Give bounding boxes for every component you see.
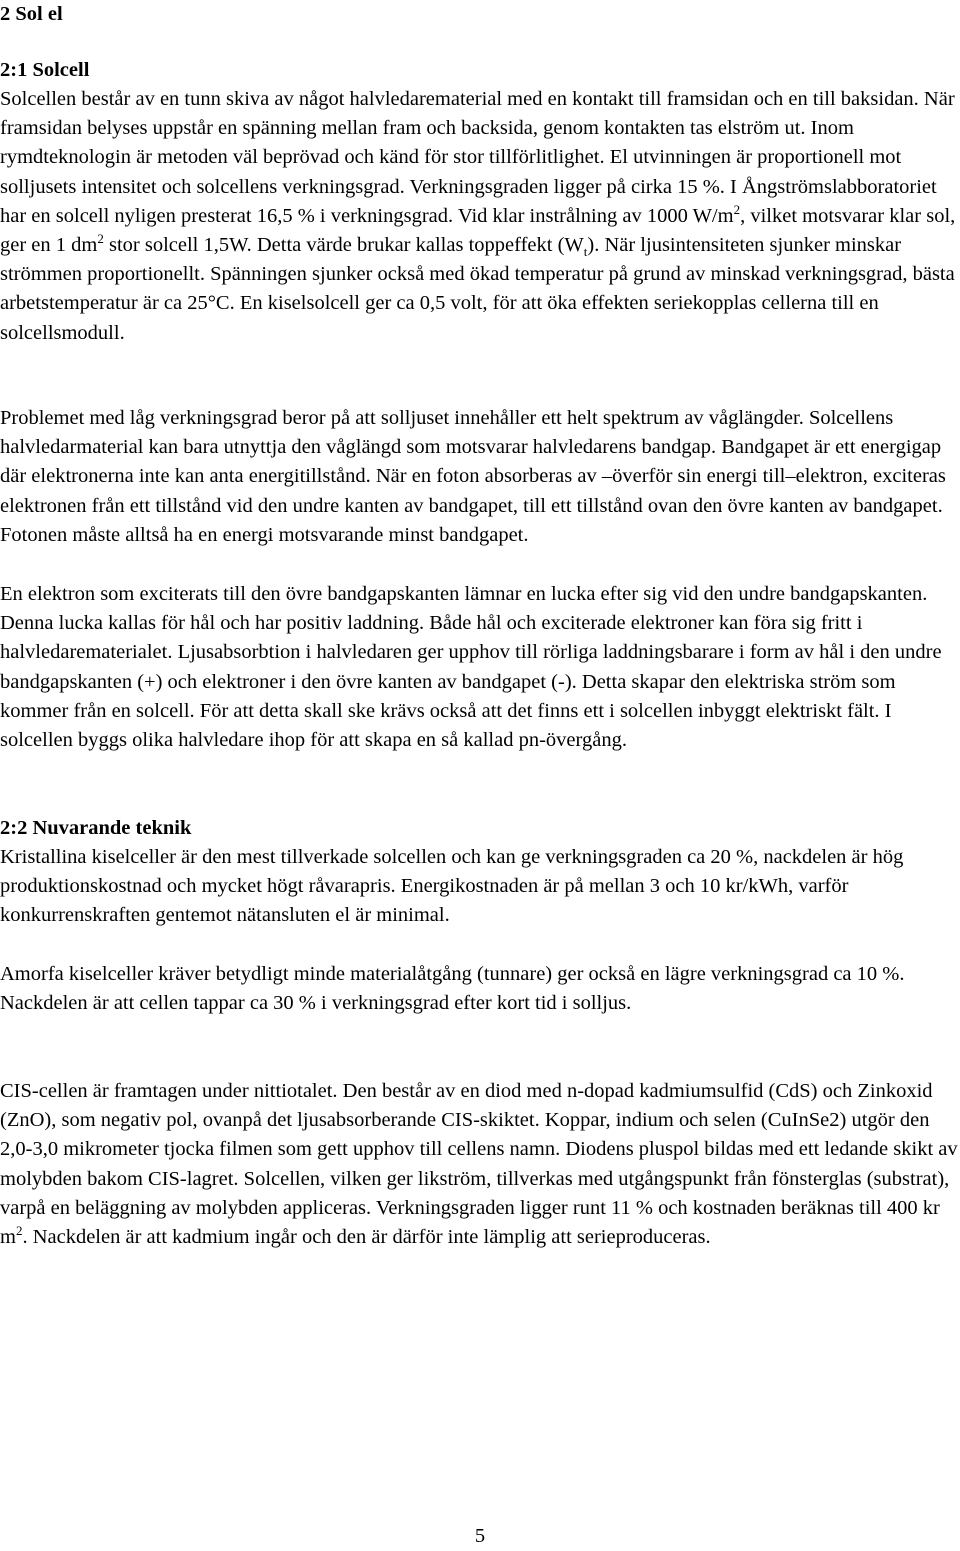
chapter-title: 2 Sol el: [0, 3, 63, 25]
paragraph-solcell-intro: Solcellen består av en tunn skiva av något halvledarematerial med en kontakt till framsidan och en till baksidan. När framsidan belyses uppstår en spänning mellan fram och backsida, genom kontakten tas elström ut. Inom rymdteknologin är metoden väl beprövad och känd för stor tillförlitlighet. El utvinningen är proportionell mot solljusets intensitet och solcellens verkningsgrad. Verkningsgraden ligger på cirka 15 %. I Ångströmslabboratoriet har en solcell nyligen presterat 16,5 % i verkningsgrad. Vid klar instrålning av 1000 $W/m^2$, vilket motsvarar klar sol, ger en 1 $dm^2$ stor solcell 1,5W. Detta värde brukar kallas toppeffekt $(W_t)$. När ljusintensiteten sjunker minskar strömmen proportionellt. Spänningen sjunker också med ökad temperatur på grund av minskad verkningsgrad, bästa arbetstemperatur är ca 25°C. En kiselsolcell ger ca 0,5 volt, för att öka effekten seriekopplas cellerna till en solcellsmodull.: [0, 88, 956, 344]
paragraph-kristallina: Kristallina kiselceller är den mest tillverkade solcellen och kan ge verkningsgraden ca 20 %, nackdelen är hög produktionskostnad och mycket högt råvarapris. Energikostnaden är på mellan 3 och 10 kr/kWh, varför konkurrenskraften gentemot nätansluten el är minimal.: [0, 846, 904, 927]
section-heading-solcell: 2:1 Solcell: [0, 59, 90, 81]
paragraph-bandgap: Problemet med låg verkningsgrad beror på att solljuset innehåller ett helt spektrum av våglängder. Solcellens halvledarmaterial kan bara utnyttja den våglängd som motsvarar halvledarens bandgap. Bandgapet är ett energigap där elektronerna inte kan anta energitillstånd. När en foton absorberas av –överför sin energi till–elektron, exciteras elektronen från ett tillstånd vid den undre kanten av bandgapet, till ett tillstånd ovan den övre kanten av bandgapet. Fotonen måste alltså ha en energi motsvarande minst bandgapet.: [0, 407, 946, 546]
paragraph-electron-hole: En elektron som exciterats till den övre bandgapskanten lämnar en lucka efter sig vid den undre bandgapskanten. Denna lucka kallas för hål och har positiv laddning. Både hål och exciterade elektroner kan föra sig fritt i halvledarematerialet. Ljusabsorbtion i halvledaren ger upphov till rörliga laddningsbarare i form av hål i den undre bandgapskanten (+) och elektroner i den övre kanten av bandgapet (-). Detta skapar den elektriska ström som kommer från en solcell. För att detta skall ske krävs också att det finns ett i solcellen inbyggt elektriskt fält. I solcellen byggs olika halvledare ihop för att skapa en så kallad pn-övergång.: [0, 583, 942, 752]
paragraph-amorfa: Amorfa kiselceller kräver betydligt minde materialåtgång (tunnare) ger också en lägre verkningsgrad ca 10 %. Nackdelen är att cellen tappar ca 30 % i verkningsgrad efter kort tid i solljus.: [0, 963, 905, 1015]
paragraph-cis: CIS-cellen är framtagen under nittiotalet. Den består av en diod med n-dopad kadmiumsulfid (CdS) och Zinkoxid (ZnO), som negativ pol, ovanpå det ljusabsorberande CIS-skiktet. Koppar, indium och selen (CuInSe2) utgör den 2,0-3,0 mikrometer tjocka filmen som gett upphov till cellens namn. Diodens pluspol bildas med ett ledande skikt av molybden bakom CIS-lagret. Solcellen, vilken ger likström, tillverkas med utgångspunkt från fönsterglas (substrat), varpå en beläggning av molybden appliceras. Verkningsgraden ligger runt 11 % och kostnaden beräknas till 400 kr $m^2$. Nackdelen är att kadmium ingår och den är därför inte lämplig att serieproduceras.: [0, 1080, 958, 1249]
section-heading-nuvarande-teknik: 2:2 Nuvarande teknik: [0, 817, 192, 839]
page-number: 5: [474, 1525, 486, 1547]
